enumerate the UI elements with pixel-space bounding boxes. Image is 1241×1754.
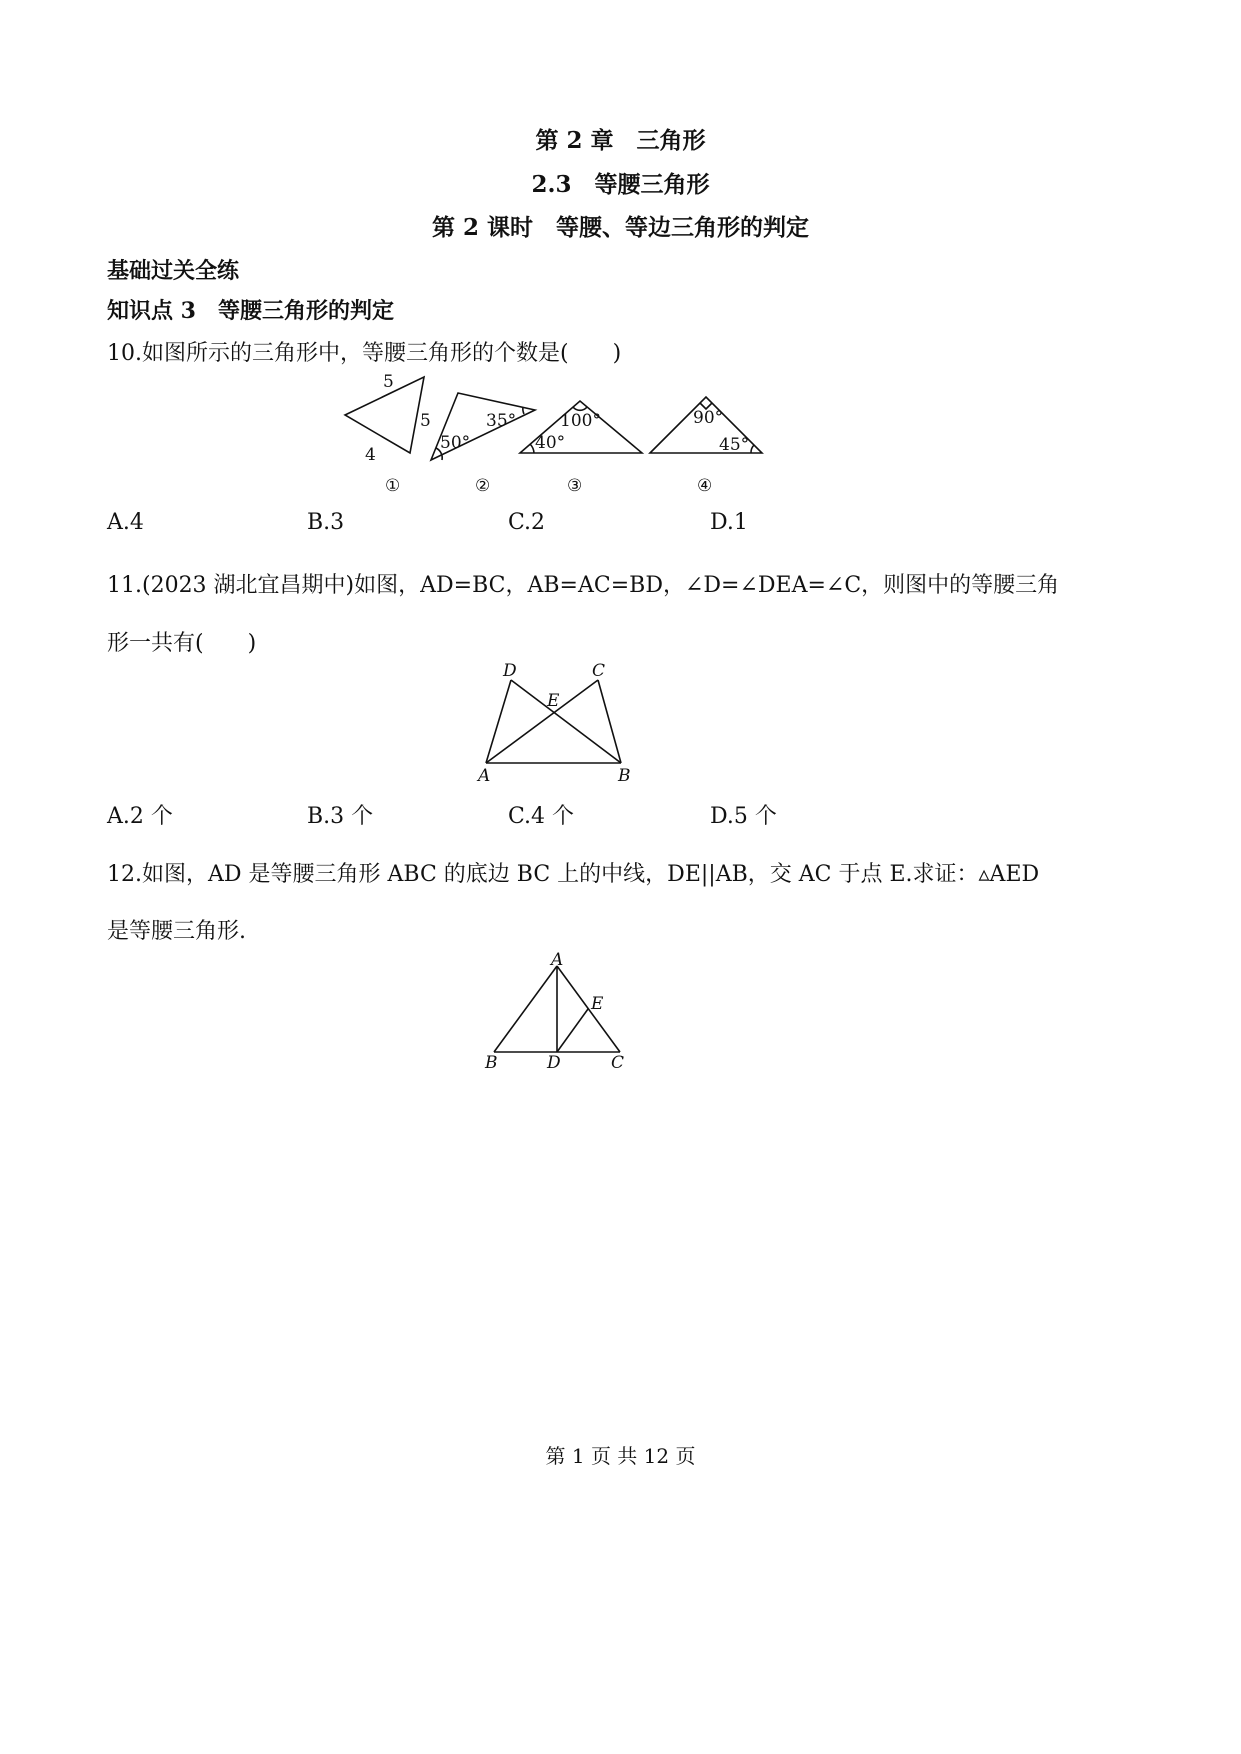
t2-angle-left: 50° [440, 433, 471, 453]
q11-option-b: B.3 个 [307, 804, 374, 829]
section-title: 2.3 等腰三角形 [531, 171, 710, 198]
q10-triangle-1 [345, 372, 431, 496]
t1-tag: ① [385, 476, 401, 496]
q10-option-b: B.3 [307, 510, 345, 535]
q10-triangle-3 [520, 401, 642, 496]
t1-side-bottom: 4 [365, 445, 376, 465]
q12-figure [475, 948, 635, 1076]
knowledge-point-title: 知识点 3 等腰三角形的判定 [107, 298, 394, 324]
q12-stem-line2: 是等腰三角形. [107, 919, 246, 944]
t1-side-right: 5 [420, 411, 431, 431]
q12-stem-line1: 12.如图，AD 是等腰三角形 ABC 的底边 BC 上的中线，DE||AB，交 AC 于点 E.求证：▵AED [107, 862, 1040, 887]
lesson-title: 第 2 课时 等腰、等边三角形的判定 [431, 214, 810, 241]
q10-option-d: D.1 [710, 510, 748, 535]
t4-angle-top: 90° [693, 408, 724, 428]
q11-label-e: E [547, 691, 560, 711]
q10-option-a: A.4 [107, 510, 144, 535]
t4-angle-right: 45° [719, 435, 750, 455]
q10-stem: 10.如图所示的三角形中，等腰三角形的个数是( ) [107, 341, 622, 366]
q12-label-b: B [485, 1053, 498, 1073]
q11-figure [470, 658, 640, 788]
q12-label-e: E [591, 994, 604, 1014]
q11-label-d: D [503, 661, 517, 681]
chapter-title: 第 2 章 三角形 [535, 127, 706, 154]
t4-tag: ④ [697, 476, 713, 496]
q11-option-c: C.4 个 [508, 804, 575, 829]
t3-angle-top: 100° [560, 411, 601, 431]
t3-angle-left: 40° [535, 433, 566, 453]
q12-label-c: C [611, 1053, 625, 1073]
q10-triangle-2 [431, 393, 535, 496]
q10-option-c: C.2 [508, 510, 546, 535]
q11-stem-line2: 形一共有( ) [107, 631, 257, 656]
q10-triangle-4 [650, 397, 762, 496]
q11-option-a: A.2 个 [107, 804, 173, 829]
q11-stem-line1: 11.(2023 湖北宜昌期中)如图，AD=BC，AB=AC=BD，∠D=∠DEA=∠C，则图中的等腰三角 [107, 573, 1060, 598]
q12-label-a: A [551, 950, 564, 970]
q12-label-d: D [547, 1053, 561, 1073]
t2-angle-right: 35° [486, 411, 517, 431]
q11-label-c: C [592, 661, 606, 681]
part-title: 基础过关全练 [107, 258, 240, 284]
q11-label-b: B [618, 766, 631, 786]
q11-option-d: D.5 个 [710, 804, 777, 829]
q10-figure [330, 365, 790, 505]
page-number: 第 1 页 共 12 页 [545, 1444, 696, 1468]
t2-tag: ② [475, 476, 491, 496]
t1-side-top: 5 [383, 372, 394, 392]
q11-label-a: A [478, 766, 491, 786]
t3-tag: ③ [567, 476, 583, 496]
